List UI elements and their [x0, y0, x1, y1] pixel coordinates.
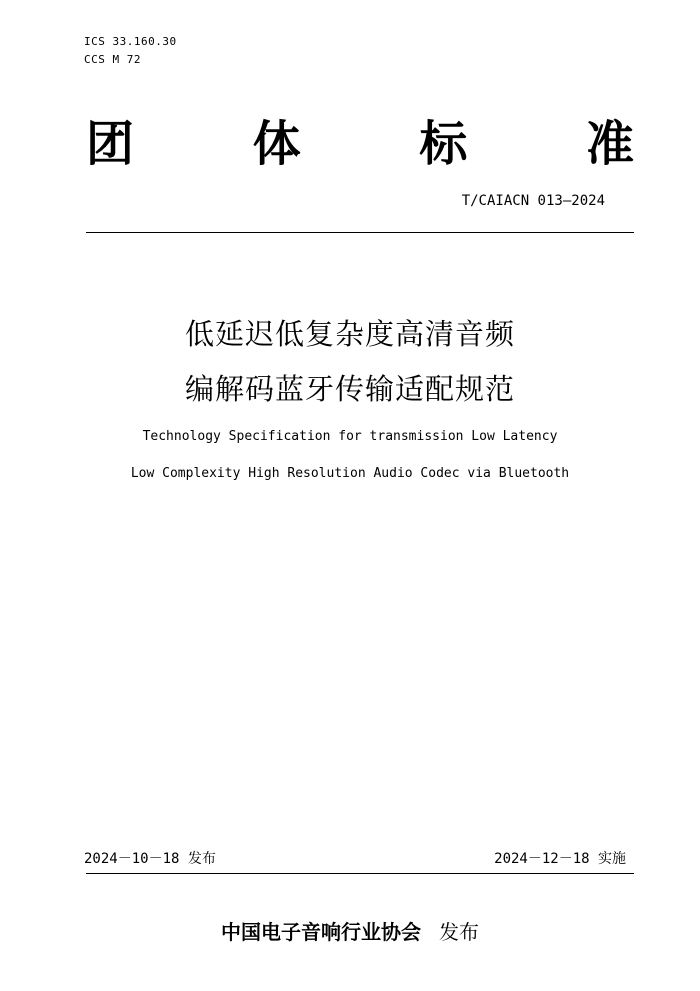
- publisher-line: [0, 919, 700, 945]
- bottom-divider: [86, 873, 634, 874]
- title-english-line-2: Low Complexity High Resolution Audio Codec via Bluetooth: [130, 466, 570, 481]
- title-chinese-line-1: 低延迟低复杂度高清音频: [184, 317, 515, 351]
- title-english-line-1: Technology Specification for transmission Low Latency: [142, 429, 558, 444]
- standard-number: T/CAIACN 013—2024: [461, 193, 605, 209]
- implementation-date: 2024－12－18 实施: [494, 851, 626, 867]
- publisher-organization: 中国电子音响行业协会: [221, 920, 421, 944]
- issue-date: 2024－10－18 发布: [84, 851, 216, 867]
- standard-type-char: 准: [585, 116, 634, 172]
- standard-type-char: 标: [419, 116, 468, 172]
- title-chinese-line-2: 编解码蓝牙传输适配规范: [184, 372, 515, 406]
- ics-code: ICS 33.160.30: [84, 35, 177, 48]
- ccs-code: CCS M 72: [84, 53, 141, 66]
- publisher-action: 发布: [439, 920, 479, 944]
- standard-type-char: 体: [252, 116, 301, 172]
- standard-type-heading: [86, 116, 634, 172]
- top-divider: [86, 232, 634, 233]
- standard-type-char: 团: [86, 116, 135, 172]
